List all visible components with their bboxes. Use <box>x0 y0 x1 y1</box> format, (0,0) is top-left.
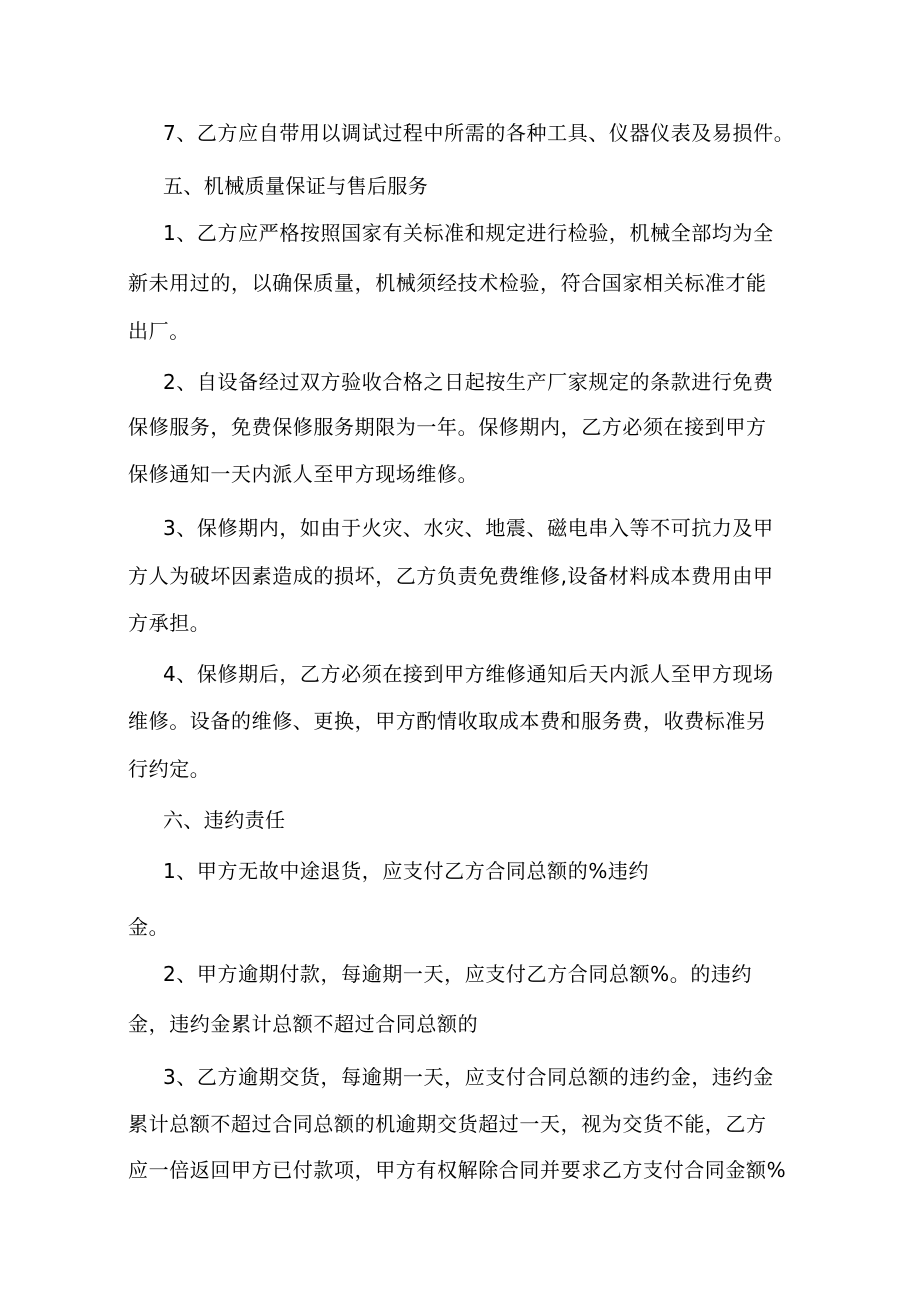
clause-5-2-line-2: 保修服务，免费保修服务期限为一年。保修期内，乙方必须在接到甲方 <box>128 415 767 439</box>
clause-6-2-line-1: 2、甲方逾期付款，每逾期一天，应支付乙方合同总额%。的违约 <box>163 962 753 986</box>
clause-5-1-line-2: 新未用过的，以确保质量，机械须经技术检验，符合国家相关标准才能 <box>128 271 767 295</box>
clause-6-1-line-1: 1、甲方无故中途退货，应支付乙方合同总额的%违约 <box>163 859 650 883</box>
clause-5-4-line-1: 4、保修期后，乙方必须在接到甲方维修通知后天内派人至甲方现场 <box>163 662 774 686</box>
section-heading-6: 六、违约责任 <box>163 808 286 832</box>
clause-5-2-line-1: 2、自设备经过双方验收合格之日起按生产厂家规定的条款进行免费 <box>163 370 774 394</box>
clause-5-4-line-3: 行约定。 <box>128 757 211 781</box>
clause-5-7: 7、乙方应自带用以调试过程中所需的各种工具、仪器仪表及易损件。 <box>163 121 795 145</box>
clause-5-1-line-1: 1、乙方应严格按照国家有关标准和规定进行检验，机械全部均为全 <box>163 221 774 245</box>
clause-5-3-line-3: 方承担。 <box>128 611 211 635</box>
clause-5-2-line-3: 保修通知一天内派人至甲方现场维修。 <box>128 462 479 486</box>
clause-5-1-line-3: 出厂。 <box>128 319 190 343</box>
clause-6-1-line-2: 金。 <box>128 915 170 939</box>
clause-6-3-line-2: 累计总额不超过合同总额的机逾期交货超过一天，视为交货不能，乙方 <box>128 1112 767 1136</box>
section-heading-5: 五、机械质量保证与售后服务 <box>163 174 429 198</box>
clause-6-3-line-3: 应一倍返回甲方已付款项，甲方有权解除合同并要求乙方支付合同金额% <box>128 1158 787 1182</box>
clause-6-3-line-1: 3、乙方逾期交货，每逾期一天，应支付合同总额的违约金，违约金 <box>163 1065 774 1089</box>
clause-5-3-line-2: 方人为破坏因素造成的损坏，乙方负责免费维修,设备材料成本费用由甲 <box>128 564 774 588</box>
clause-6-2-line-2: 金，违约金累计总额不超过合同总额的 <box>128 1012 479 1036</box>
clause-5-4-line-2: 维修。设备的维修、更换，甲方酌情收取成本费和服务费，收费标准另 <box>128 709 767 733</box>
clause-5-3-line-1: 3、保修期内，如由于火灾、水灾、地震、磁电串入等不可抗力及甲 <box>163 516 774 540</box>
